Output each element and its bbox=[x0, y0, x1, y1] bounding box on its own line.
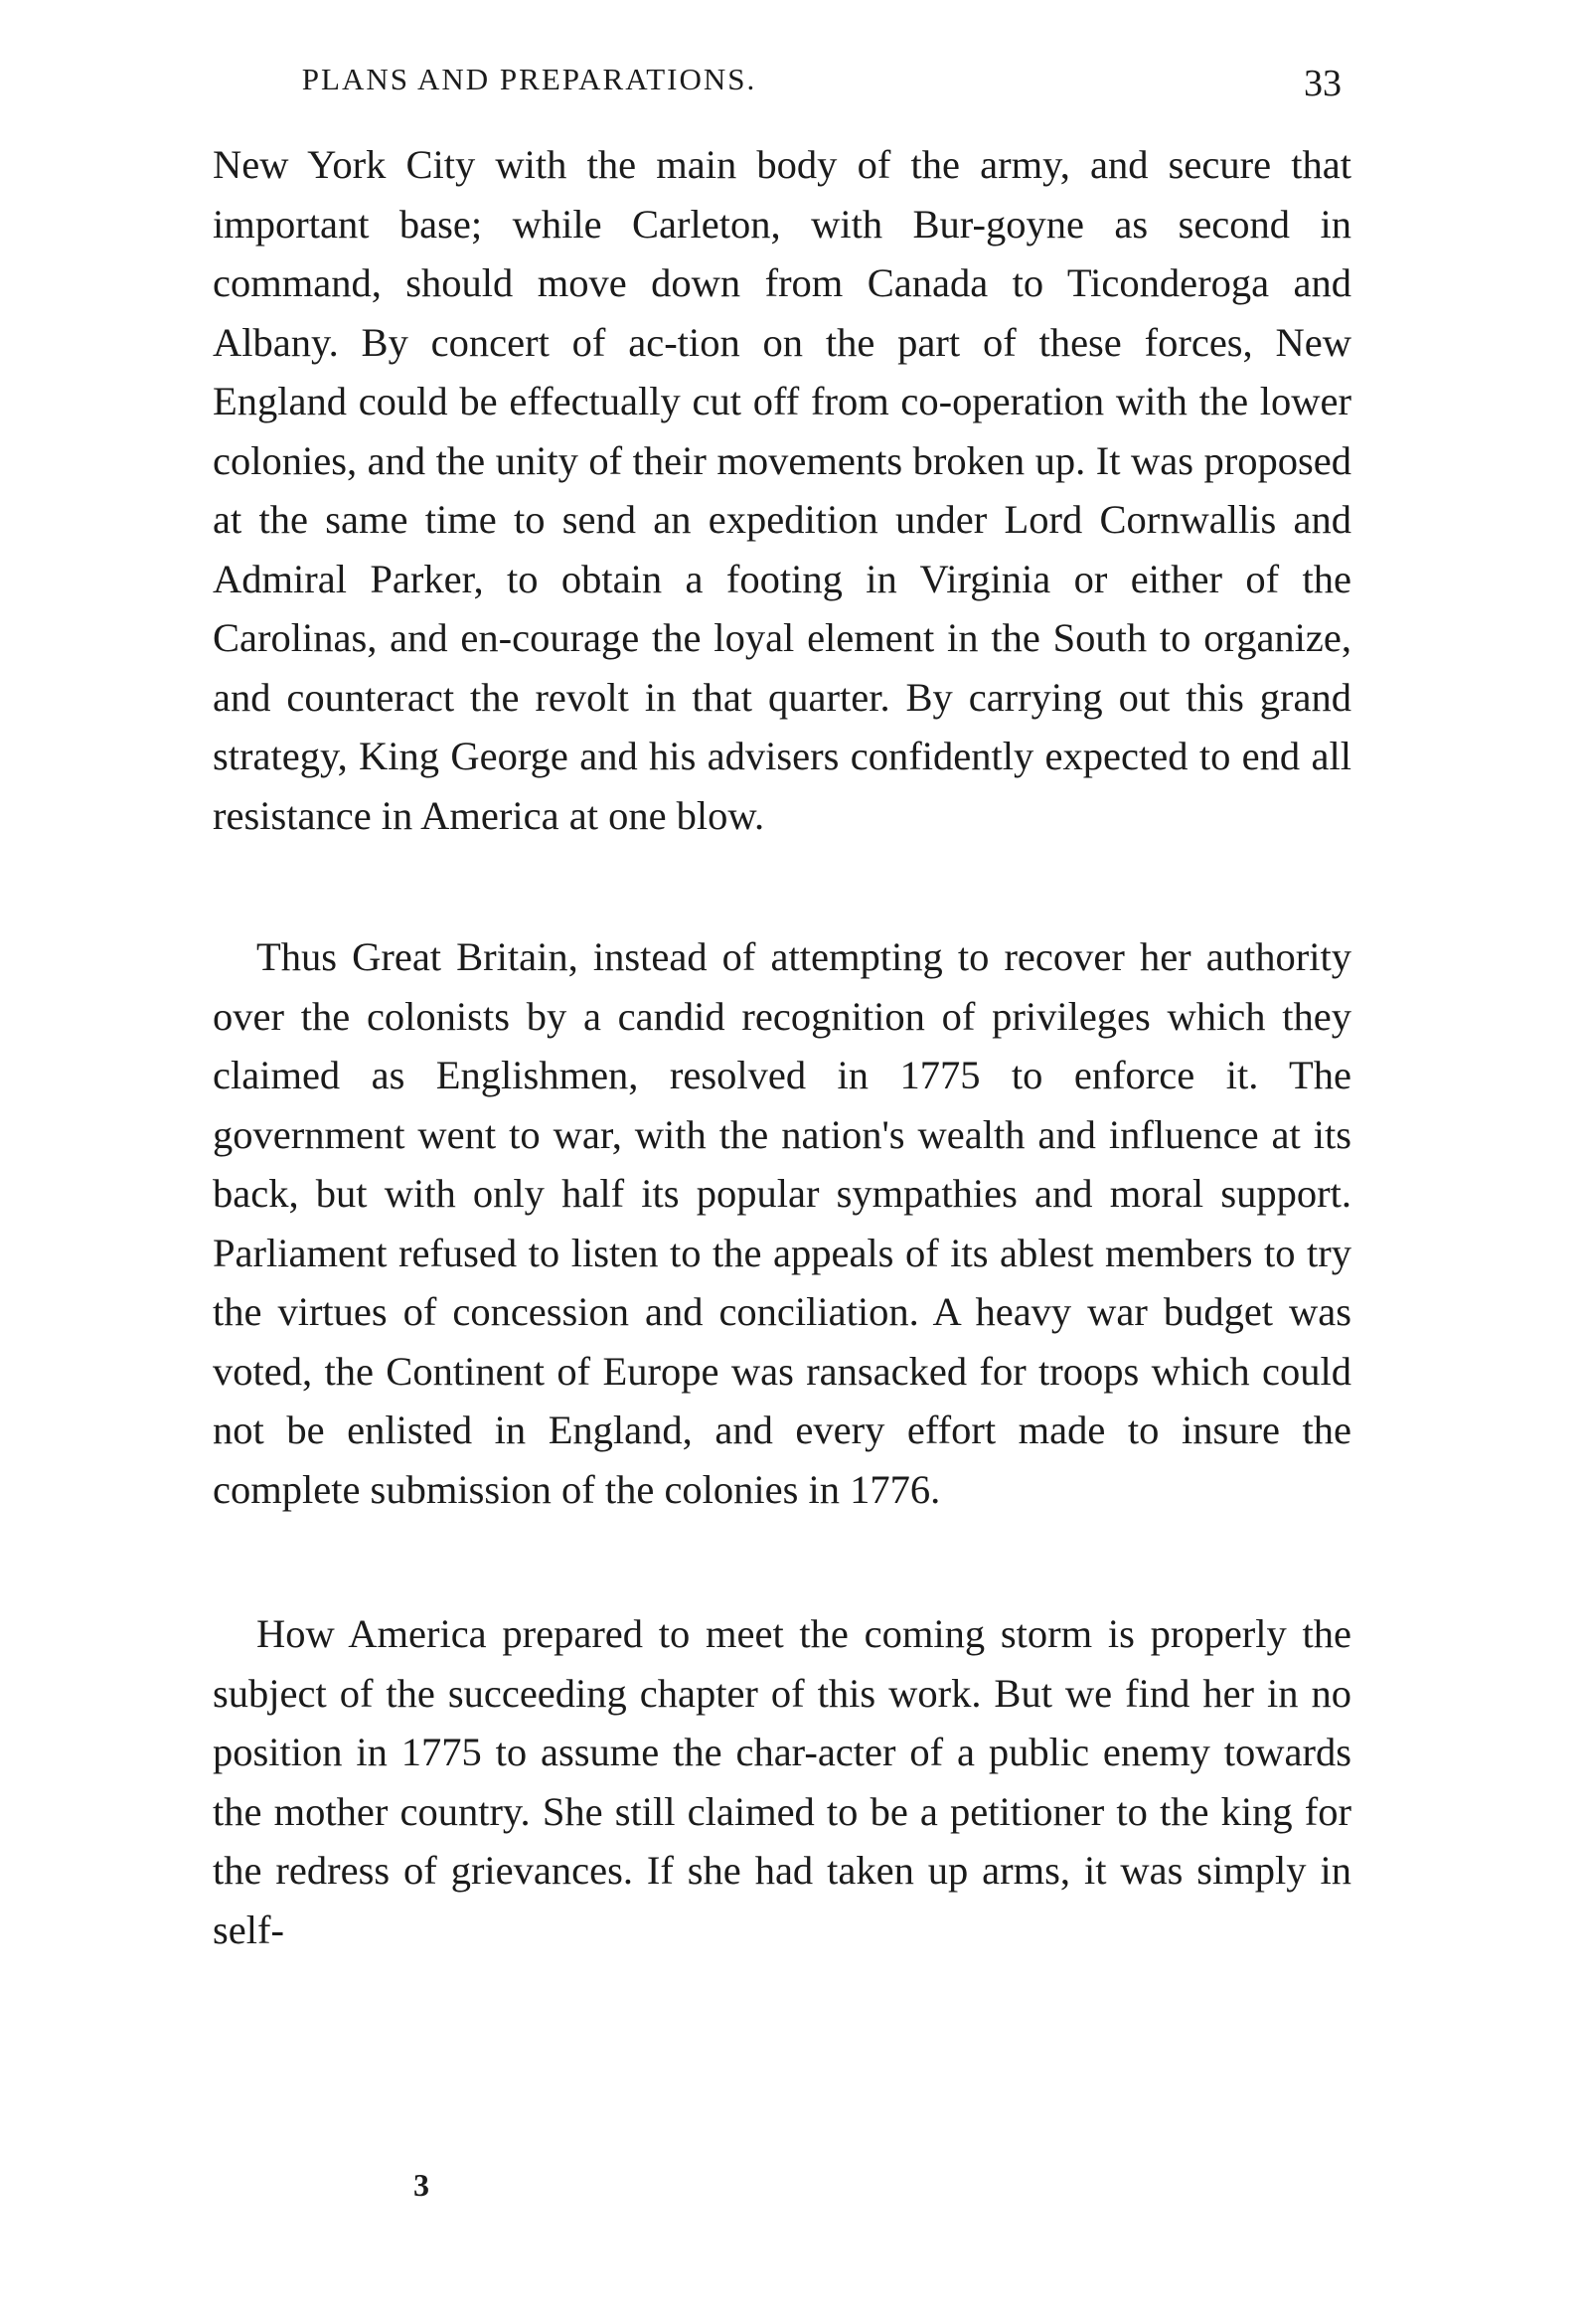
signature-mark: 3 bbox=[413, 2167, 429, 2203]
page-number: 33 bbox=[1304, 63, 1342, 104]
running-title: PLANS AND PREPARATIONS. bbox=[301, 62, 757, 96]
body-text bbox=[213, 135, 1351, 1959]
paragraph: How America prepared to meet the coming storm is properly the subject of the succeeding chapter of this work. But we find her in no position in 1775 to assume the char-acter of a public enemy towards the mother country. She still claimed to be a petitioner to the king for the redress of grievances. If she had taken up arms, it was simply in self- bbox=[213, 1611, 1351, 1952]
paragraph: New York City with the main body of the army, and secure that important base; while Carleton, with Bur-goyne as second in command, should move down from Canada to Ticonderoga and Albany. By concert of ac-tion on the part of these forces, New England could be effectually cut off from co-operation with the lower colonies, and the unity of their movements broken up. It was proposed at the same time to send an expedition under Lord Cornwallis and Admiral Parker, to obtain a footing in Virginia or either of the Carolinas, and en-courage the loyal element in the South to organize, and counteract the revolt in that quarter. By carrying out this grand strategy, King George and his advisers confidently expected to end all resistance in America at one blow. bbox=[213, 142, 1351, 838]
paragraph: Thus Great Britain, instead of attempting to recover her authority over the colonists by a candid recognition of privileges which they claimed as Englishmen, resolved in 1775 to enforce it. The government went to war, with the nation's wealth and influence at its back, but with only half its popular sympathies and moral support. Parliament refused to listen to the appeals of its ablest members to try the virtues of concession and conciliation. A heavy war budget was voted, the Continent of Europe was ransacked for troops which could not be enlisted in England, and every effort made to insure the complete submission of the colonies in 1776. bbox=[213, 934, 1351, 1512]
running-head bbox=[0, 62, 1586, 105]
